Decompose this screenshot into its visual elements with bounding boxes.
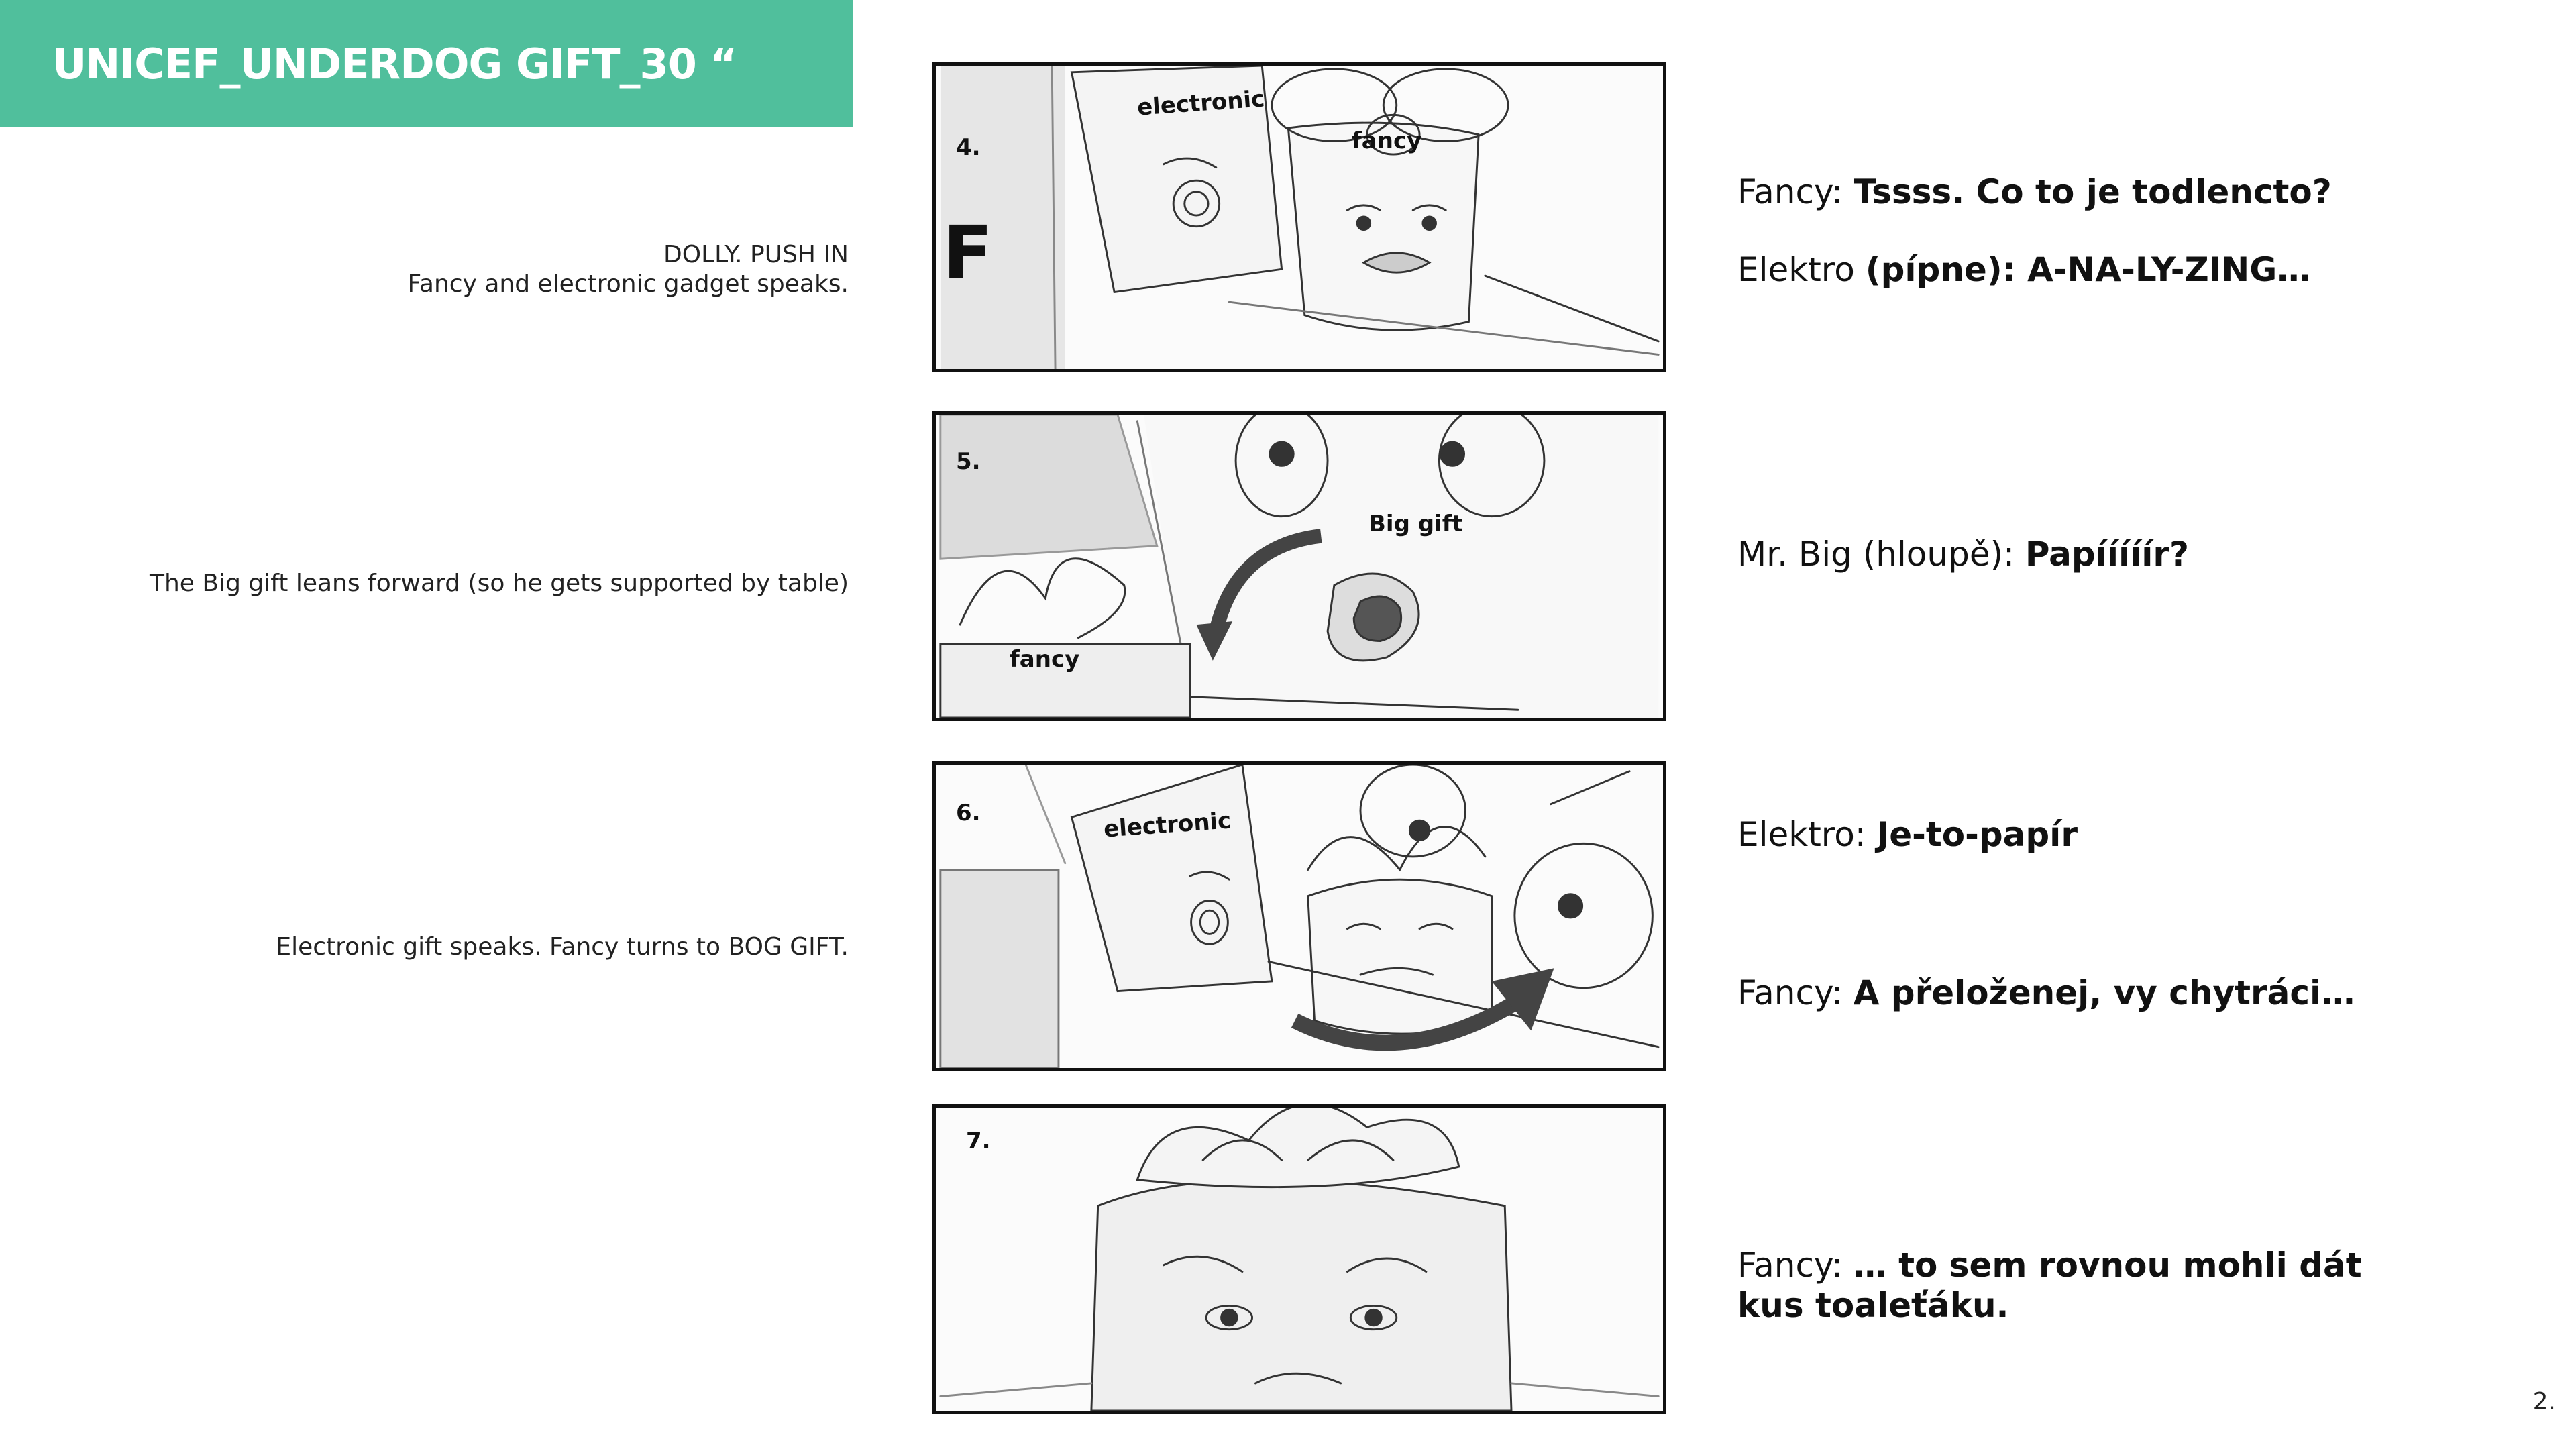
storyboard-panel-6 (932, 761, 1666, 1071)
panel-7-number: 7. (966, 1128, 991, 1155)
dialogue-1-text: Tssss. Co to je todlencto? (1853, 172, 2332, 211)
storyboard-panel-5 (932, 411, 1666, 721)
panel-5-number: 5. (956, 448, 981, 475)
panel-6-number: 6. (956, 800, 981, 826)
dialogue-line-3 (1737, 534, 2189, 574)
dialogue-5-text: A přeloženej, vy chytráci… (1853, 973, 2355, 1012)
panel-5-label-fancy: fancy (1010, 646, 1080, 673)
panel-4-label-f: F (943, 210, 994, 296)
dialogue-2-speaker: Elektro (1737, 250, 1866, 289)
dialogue-4-text: Je-to-papír (1876, 815, 2078, 854)
dialogue-6-text-continued: kus toaleťáku. (1737, 1286, 2009, 1325)
page-number: 2. (2532, 1388, 2556, 1415)
dialogue-1-speaker: Fancy: (1737, 172, 1854, 211)
panel-6-label-electronic: electronic (1102, 807, 1232, 843)
panel-4-number: 4. (956, 134, 981, 161)
dialogue-3-speaker: Mr. Big (hloupě): (1737, 535, 2025, 574)
panel-4-label-electronic: electronic (1136, 85, 1266, 121)
shot-note-3-line1: Electronic gift speaks. Fancy turns to BOG GIFT. (276, 933, 849, 961)
dialogue-2-text: (pípne): A-NA-LY-ZING… (1865, 250, 2311, 289)
title-bar (0, 0, 853, 127)
panel-6-sketch (936, 765, 1663, 1068)
panel-5-label-big-gift: Big gift (1368, 511, 1463, 537)
shot-note-2-line1: The Big gift leans forward (so he gets supported by table) (149, 570, 849, 597)
document-title: UNICEF_UNDERDOG GIFT_30 “ (52, 39, 737, 89)
dialogue-3-text: Papííííír? (2025, 535, 2190, 574)
dialogue-5-speaker: Fancy: (1737, 973, 1854, 1012)
dialogue-line-5 (1737, 973, 2355, 1013)
dialogue-line-6 (1737, 1245, 2362, 1326)
dialogue-line-4 (1737, 814, 2078, 855)
panel-4-sketch (936, 66, 1663, 369)
dialogue-line-1 (1737, 172, 2332, 212)
storyboard-panel-7 (932, 1104, 1666, 1414)
panel-4-label-fancy: fancy (1352, 127, 1422, 154)
storyboard-panel-4 (932, 62, 1666, 372)
panel-7-sketch (936, 1108, 1663, 1411)
shot-note-1-line2: Fancy and electronic gadget speaks. (407, 270, 849, 298)
dialogue-line-2 (1737, 250, 2310, 290)
shot-note-1-line1: DOLLY. PUSH IN (663, 241, 849, 268)
dialogue-6-text: … to sem rovnou mohli dát (1853, 1246, 2362, 1285)
shot-note-3 (111, 932, 849, 962)
dialogue-4-speaker: Elektro: (1737, 815, 1877, 854)
shot-note-2 (111, 569, 849, 598)
shot-note-1 (111, 240, 849, 299)
dialogue-6-speaker: Fancy: (1737, 1246, 1854, 1285)
